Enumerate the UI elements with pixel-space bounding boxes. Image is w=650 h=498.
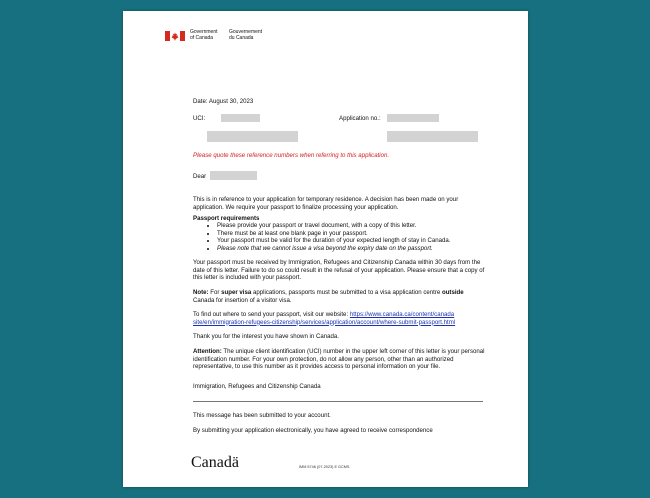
reference-note: Please quote these reference numbers when referring to this application.: [193, 152, 390, 159]
list-item: • Please provide your passport or travel document, with a copy of this letter.: [217, 222, 517, 230]
thank-you-line: Thank you for the interest you have shown in Canada.: [193, 333, 340, 340]
passport-requirements-heading: Passport requirements: [193, 215, 260, 222]
uci-barcode-redaction: [207, 131, 298, 142]
letter-date: Date: August 30, 2023: [193, 98, 254, 105]
signoff: Immigration, Refugees and Citizenship Canada: [193, 383, 321, 390]
form-identifier: IMM 5746 (07-2023) E GCMS: [299, 465, 350, 469]
recipient-name-redaction: [210, 171, 257, 180]
divider: [193, 401, 483, 402]
intro-paragraph: This is in reference to your application for temporary residence. A decision has been made on your application. We require your passport to finalize processing your application.: [193, 196, 459, 211]
attention-paragraph: Attention: The unique client identification (UCI) number in the upper left corner of this letter is your personal identification number. For your own protection, do not allow any person, other than an authorized representative, to use this number as it provides access to personal information on your file.: [193, 348, 485, 370]
passport-requirements-list: [193, 222, 517, 252]
uci-redaction: [221, 114, 260, 122]
website-paragraph: To find out where to send your passport, visit our website: https://www.canada.ca/content/canada site/en/immigration-refugees-citizenship/services/application/account/where-submit-passport.html: [193, 311, 456, 326]
application-number-label: Application no.:: [339, 115, 381, 122]
list-item: • There must be at least one blank page in your passport.: [217, 230, 517, 238]
super-visa-note: Note: For super visa applications, passports must be submitted to a visa application centre outside Canada for insertion of a visitor visa.: [193, 289, 464, 304]
salutation: Dear: [193, 173, 207, 180]
list-item: • Your passport must be valid for the duration of your expected length of stay in Canada.: [217, 237, 517, 245]
list-item: • Please note that we cannot issue a visa beyond the expiry date on the passport.: [217, 245, 517, 253]
letter-page: [123, 11, 528, 487]
submitted-notice: This message has been submitted to your account.: [193, 412, 331, 419]
electronic-consent-notice: By submitting your application electronically, you have agreed to receive correspondence: [193, 427, 433, 434]
uci-label: UCI:: [193, 115, 206, 122]
canada-flag-icon: [165, 31, 185, 41]
application-barcode-redaction: [387, 131, 478, 142]
government-french-wordmark: Gouvernement du Canada: [229, 29, 263, 41]
government-english-wordmark: Government of Canada: [190, 29, 218, 41]
application-number-redaction: [387, 114, 439, 122]
passport-submission-link[interactable]: https://www.canada.ca/content/canada site/en/immigration-refugees-citizenship/services/application/account/where-submit-passport.html: [193, 311, 456, 326]
receipt-paragraph: Your passport must be received by Immigration, Refugees and Citizenship Canada within 30 days from the date of this letter. Failure to do so could result in the refusal of your application. Please ensure that a copy of this letter is included with your passport.: [193, 259, 485, 281]
canada-wordmark: Canadä: [191, 454, 239, 471]
